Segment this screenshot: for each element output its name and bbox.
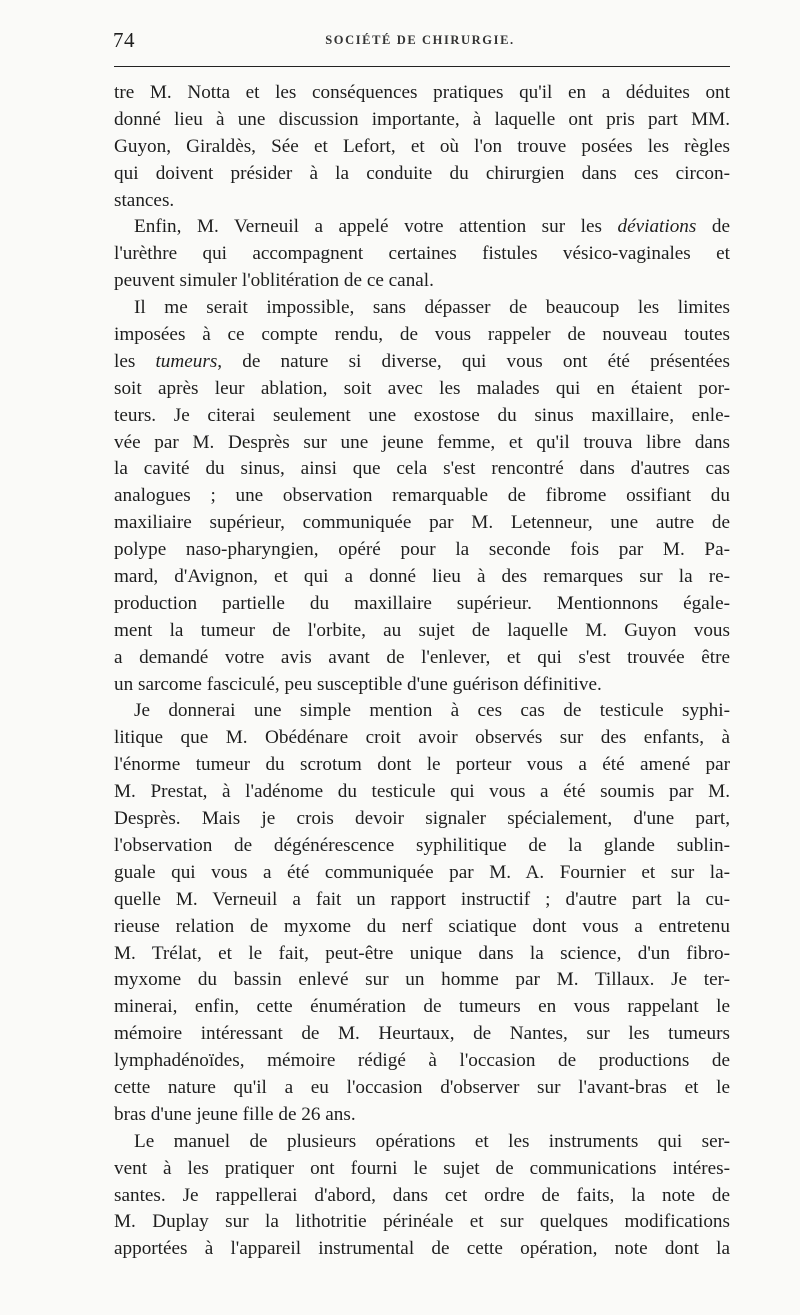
text-line: teurs. Je citerai seulement une exostose du sinus maxillaire, enle-	[114, 404, 730, 426]
text-line: ment la tumeur de l'orbite, au sujet de laquelle M. Guyon vous	[114, 619, 730, 641]
text-line: M. Prestat, à l'adénome du testicule qui vous a été soumis par M.	[114, 781, 730, 803]
text-line: Desprès. Mais je crois devoir signaler spécialement, d'une part,	[114, 808, 730, 830]
text-line: mémoire intéressant de M. Heurtaux, de Nantes, sur les tumeurs	[114, 1023, 730, 1045]
italic-term: déviations	[617, 216, 697, 238]
text-line: polype naso-pharyngien, opéré pour la seconde fois par M. Pa-	[114, 539, 730, 561]
text-line: vée par M. Desprès sur une jeune femme, et qu'il trouva libre dans	[114, 431, 730, 453]
text-line: la cavité du sinus, ainsi que cela s'est rencontré dans d'autres cas	[114, 458, 730, 480]
text-run: de	[696, 216, 730, 238]
text-line: myxome du bassin enlevé sur un homme par M. Tillaux. Je ter-	[114, 969, 730, 991]
text-line: Je donnerai une simple mention à ces cas de testicule syphi-	[134, 700, 730, 722]
text-line: production partielle du maxillaire supérieur. Mentionnons égale-	[114, 592, 730, 614]
text-line: minerai, enfin, cette énumération de tumeurs en vous rappelant le	[114, 996, 730, 1018]
text-line: M. Duplay sur la lithotritie périnéale et sur quelques modifications	[114, 1211, 730, 1233]
text-line: Guyon, Giraldès, Sée et Lefort, et où l'on trouve posées les règles	[114, 135, 730, 157]
text-line: l'énorme tumeur du scrotum dont le porteur vous a été amené par	[114, 754, 730, 776]
text-line: santes. Je rappellerai d'abord, dans cet ordre de faits, la note de	[114, 1184, 730, 1206]
text-line: un sarcome fasciculé, peu susceptible d'une guérison définitive.	[114, 673, 602, 695]
text-line: peuvent simuler l'oblitération de ce canal.	[114, 270, 434, 292]
text-line: l'urèthre qui accompagnent certaines fistules vésico-vaginales et	[114, 243, 730, 265]
running-title: SOCIÉTÉ DE CHIRURGIE.	[325, 33, 515, 47]
text-line	[114, 214, 730, 241]
text-line: stances.	[114, 189, 175, 211]
text-run: les	[114, 350, 156, 372]
text-line: M. Trélat, et le fait, peut-être unique dans la science, d'un fibro-	[114, 942, 730, 964]
text-line: qui doivent présider à la conduite du chirurgien dans ces circon-	[114, 162, 730, 184]
text-line: litique que M. Obédénare croit avoir observés sur des enfants, à	[114, 727, 730, 749]
text-run: Enfin, M. Verneuil a appelé votre attention sur les	[134, 216, 618, 238]
text-line: quelle M. Verneuil a fait un rapport instructif ; d'autre part la cu-	[114, 888, 730, 910]
text-line: guale qui vous a été communiquée par M. A. Fournier et sur la-	[114, 861, 730, 883]
text-line: tre M. Notta et les conséquences pratiques qu'il en a déduites ont	[114, 82, 730, 103]
italic-term: tumeurs	[155, 350, 218, 372]
text-line: l'observation de dégénérescence syphilitique de la glande sublin-	[114, 834, 730, 856]
text-line: Il me serait impossible, sans dépasser de beaucoup les limites	[134, 297, 730, 319]
text-line: apportées à l'appareil instrumental de cette opération, note dont la	[114, 1238, 730, 1260]
text-line: maxiliaire supérieur, communiquée par M. Letenneur, une autre de	[114, 512, 730, 534]
text-line: soit après leur ablation, soit avec les malades qui en étaient por-	[114, 377, 730, 399]
text-line: a demandé votre avis avant de l'enlever, et qui s'est trouvée être	[114, 646, 730, 668]
page-number: 74	[113, 28, 135, 52]
text-line: mard, d'Avignon, et qui a donné lieu à des remarques sur la re-	[114, 566, 730, 588]
text-line: cette nature qu'il a eu l'occasion d'observer sur l'avant-bras et le	[114, 1076, 730, 1098]
text-line: vent à les pratiquer ont fourni le sujet de communications intéres-	[114, 1157, 730, 1179]
text-run: , de nature si diverse, qui vous ont été présentées	[217, 350, 730, 372]
text-line: lymphadénoïdes, mémoire rédigé à l'occasion de productions de	[114, 1050, 730, 1072]
text-line: imposées à ce compte rendu, de vous rappeler de nouveau toutes	[114, 324, 730, 346]
text-line: donné lieu à une discussion importante, à laquelle ont pris part MM.	[114, 108, 730, 130]
text-line: analogues ; une observation remarquable de fibrome ossifiant du	[114, 485, 730, 507]
page-header	[110, 26, 730, 50]
text-line: bras d'une jeune fille de 26 ans.	[114, 1103, 356, 1125]
text-line	[114, 349, 730, 376]
text-line: Le manuel de plusieurs opérations et les instruments qui ser-	[134, 1130, 730, 1152]
body-text	[114, 80, 730, 1263]
text-line: rieuse relation de myxome du nerf sciatique dont vous a entretenu	[114, 915, 730, 937]
header-rule	[114, 66, 730, 67]
